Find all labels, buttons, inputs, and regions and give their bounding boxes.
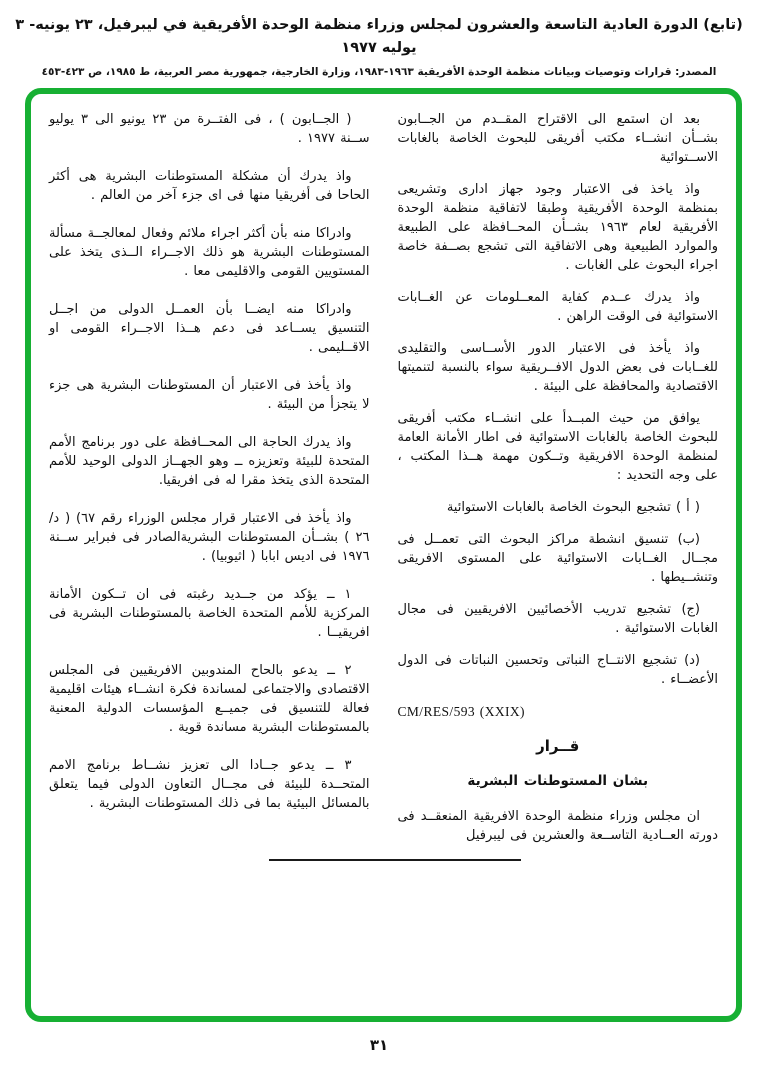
column-left xyxy=(49,110,370,1016)
paragraph: واذ يأخذ فى الاعتبار الدور الأســاسى والتقليدى للغــابات فى بعض الدول الافــريقية سواء بالنسبة لتنميتها الاقتصادية والمحافظة على البيئة . xyxy=(397,341,718,394)
content-border-box xyxy=(25,88,742,1022)
paragraph-ref: CM/RES/593 (XXIX) xyxy=(397,704,525,719)
paragraph: (ب) تنسيق انشطة مراكز البحوث التى تعمــل فى مجــال الغــابات الاستوائية على المستوى الافريقى وتنشــيطها . xyxy=(397,532,718,585)
paragraph: وادراكا منه ايضــا بأن العمــل الدولى من اجــل التنسيق يســاعد فى دعم هــذا الاجــراء القومى او الاقــليمى . xyxy=(49,302,370,355)
paragraph: واذ يدرك الحاجة الى المحــافظة على دور برنامج الأمم المتحدة للبيئة وتعزيزه ــ وهو الجهــاز الدولى الوحيد للأمم المتحدة الذى يتخذ مقرا له فى افريقيا. xyxy=(49,435,370,488)
paragraph: يوافق من حيث المبــدأ على انشــاء مكتب أفريقى للبحوث الخاصة بالغابات الاستوائية فى اطار الأمانة العامة لمنظمة الوحدة الافريقية وتــكون مهمة هــذا المكتب ، على وجه التحديد : xyxy=(397,411,718,483)
paragraph: واذ ياخذ فى الاعتبار وجود جهاز ادارى وتشريعى بمنظمة الوحدة الأفريقية وطبقا لاتفاقية منظمة الوحدة الأفريقية لعام ١٩٦٣ بشــأن المحــافظة على الطبيعة والموارد الطبيعية وهى الاتفاقية التى تشجع بصــفة خاصة اجراء البحوث على الغابات . xyxy=(397,182,719,273)
two-column-text xyxy=(31,94,736,1016)
paragraph-subheading: بشان المستوطنات البشرية xyxy=(467,773,649,789)
paragraph: واذ يأخذ فى الاعتبار أن المستوطنات البشرية هى جزء لا يتجزأ من البيئة . xyxy=(49,378,370,412)
document-header xyxy=(0,14,758,78)
paragraph: ( أ ) تشجيع البحوث الخاصة بالغابات الاستوائية xyxy=(446,500,700,515)
source-citation: المصدر: قرارات وتوصيات وبيانات منظمة الوحدة الأفريقية ١٩٦٣-١٩٨٣، وزارة الخارجية، جمهورية مصر العربية، ط ١٩٨٥، ص ٤٢٣-٤٥٣ xyxy=(41,66,717,79)
paragraph: ( الجــابون ) ، فى الفتــرة من ٢٣ يونيو الى ٣ يوليو ســنة ١٩٧٧ . xyxy=(49,112,370,146)
column-right xyxy=(398,110,719,1016)
paragraph: واذ يأخذ فى الاعتبار قرار مجلس الوزراء رقم ٦٧) ( د/٢٦ ) بشــأن المستوطنات البشريةالصادر فى فبراير ســنة ١٩٧٦ فى اديس ابابا ( اثيوبيا) . xyxy=(49,511,370,564)
paragraph: ٢ ــ يدعو بالحاح المندوبين الافريقيين فى المجلس الاقتصادى والاجتماعى لمساندة فكرة انشــاء هيئات اقليمية فعالة للتنسيق فى جميــع المؤسسات الدولية المعنية بالمستوطنات البشرية مساندة قوية . xyxy=(49,663,370,735)
paragraph: (ج) تشجيع تدريب الأخصائيين الافريقيين فى مجال الغابات الاستوائية . xyxy=(397,602,718,636)
paragraph: ٣ ــ يدعو جــادا الى تعزيز نشــاط برنامج الامم المتحــدة للبيئة فى مجــال التعاون الدولى فيما يتعلق بالمسائل البيئية بما فى ذلك المستوطنات البشرية . xyxy=(49,758,370,811)
paragraph: ١ ــ يؤكد من جــديد رغبته فى ان تــكون الأمانة المركزية للأمم المتحدة الخاصة بالمستوطنات البشرية فى افريقيــا . xyxy=(49,587,370,640)
paragraph: (د) تشجيع الانتــاج النباتى وتحسين النباتات فى الدول الأعضــاء . xyxy=(397,653,718,687)
paragraph-heading: قــرار xyxy=(536,737,580,755)
session-title: (تابع) الدورة العادية التاسعة والعشرون لمجلس وزراء منظمة الوحدة الأفريقية في ليبرفيل، ٢٣ يونيه- ٣ يوليه ١٩٧٧ xyxy=(15,17,743,57)
paragraph: بعد ان استمع الى الاقتراح المقــدم من الجــابون بشــأن انشــاء مكتب أفريقى للبحوث الخاصة بالغابات الاســتوائية xyxy=(397,112,718,165)
footnote-divider xyxy=(269,859,521,861)
paragraph: واذ يدرك عــدم كفاية المعــلومات عن الغــابات الاستوائية فى الوقت الراهن . xyxy=(397,290,718,324)
paragraph: واذ يدرك أن مشكلة المستوطنات البشرية هى أكثر الحاحا فى أفريقيا منها فى اى جزء آخر من العالم . xyxy=(49,169,370,203)
page-number: ٣١ xyxy=(369,1036,389,1054)
paragraph: ان مجلس وزراء منظمة الوحدة الافريقية المنعقــد فى دورته العــادية التاســعة والعشرين فى ليبرفيل xyxy=(397,809,718,843)
paragraph: وادراكا منه بأن أكثر اجراء ملائم وفعال لمعالجــة مسألة المستوطنات البشرية هو ذلك الاجــراء الــذى يتخذ على المستويين القومى والاقليمى معا . xyxy=(49,226,370,279)
